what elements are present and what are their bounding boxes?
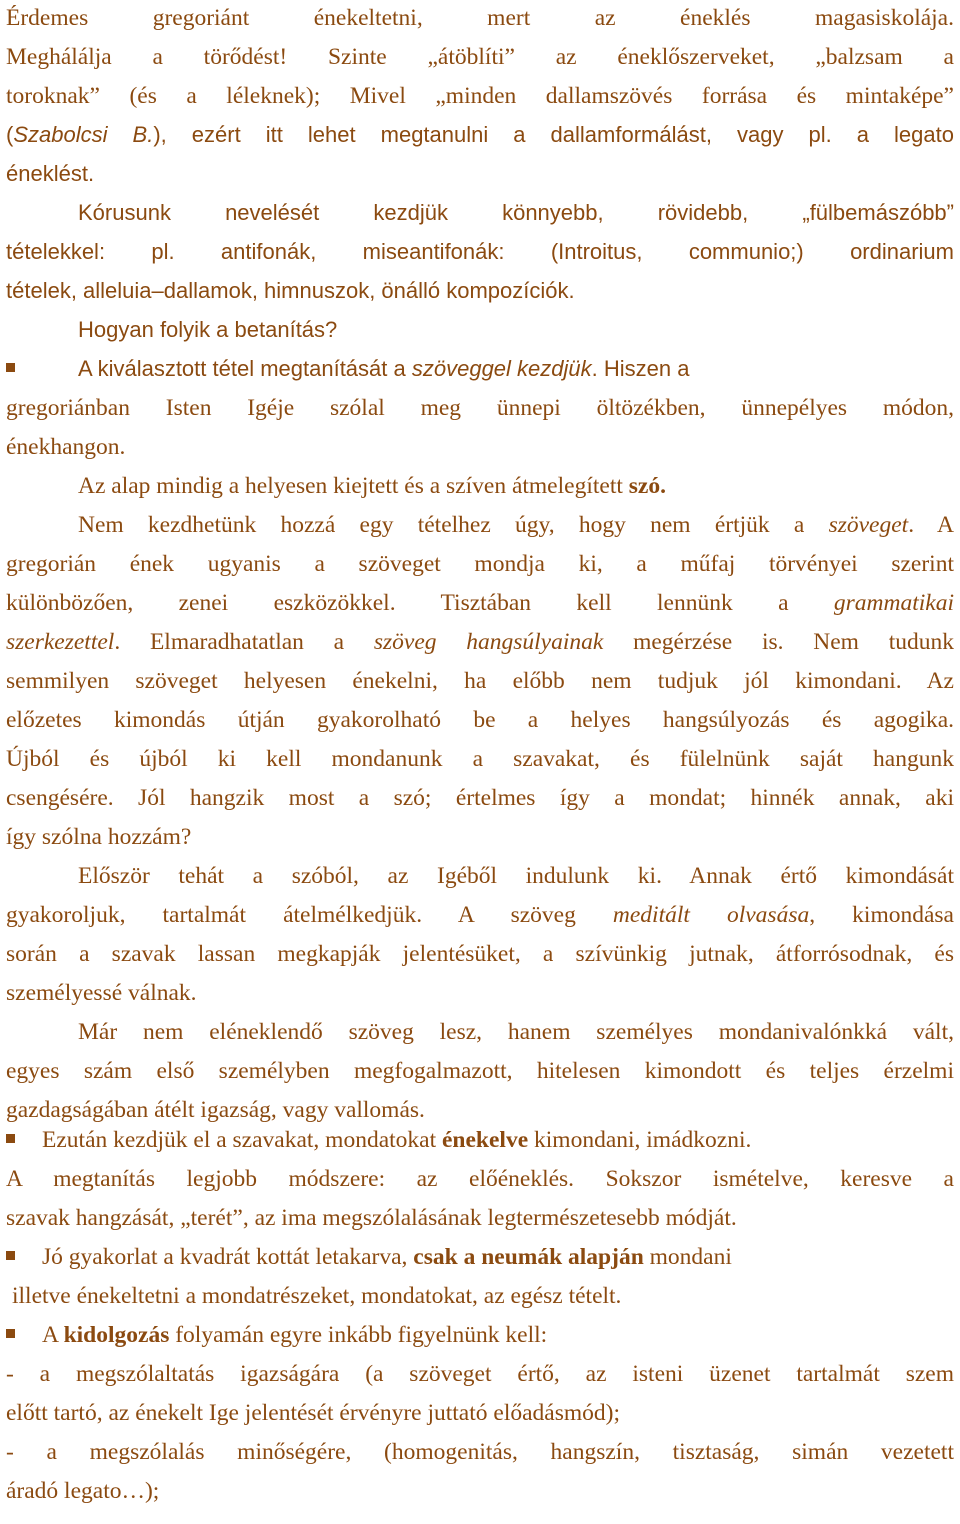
text-line: - a megszólaltatás igazságára (a szöveget értő, az isteni üzenet tartalmát szem bbox=[6, 1361, 954, 1387]
text-span: A kiválasztott tétel megtanítását a bbox=[78, 356, 412, 381]
bullet-square-icon bbox=[6, 1329, 15, 1338]
text-line: Érdemes gregoriánt énekeltetni, mert az éneklés magasiskolája. bbox=[6, 5, 954, 31]
text-line: Már nem eléneklendő szöveg lesz, hanem személyes mondanivalónkká vált, bbox=[78, 1019, 954, 1045]
text-span: , kimondása bbox=[809, 902, 954, 928]
text-span: ( bbox=[6, 122, 14, 147]
text-line: éneklést. bbox=[6, 161, 95, 186]
text-line: gazdagságában átélt igazság, vagy vallomás. bbox=[6, 1097, 425, 1123]
text-line: előzetes kimondás útján gyakorolható be a helyes hangsúlyozás és agogika. bbox=[6, 707, 954, 733]
text-span: megérzése is. Nem tudunk bbox=[603, 629, 954, 655]
text-line bbox=[6, 119, 954, 151]
text-span: . Hiszen a bbox=[591, 356, 690, 381]
emphasis: szöveggel kezdjük bbox=[411, 356, 592, 381]
text-line bbox=[6, 899, 954, 931]
emphasis: kidolgozás bbox=[63, 1322, 170, 1348]
text-line: Meghálálja a törődést! Szinte „átöblíti” az éneklőszerveket, „balzsam a bbox=[6, 44, 954, 70]
text-line: - a megszólalás minőségére, (homogenitás, hangszín, tisztaság, simán vezetett bbox=[6, 1439, 954, 1465]
text-span: kimondani, imádkozni. bbox=[528, 1127, 752, 1153]
bullet-square-icon bbox=[6, 1134, 15, 1143]
text-line: csengésére. Jól hangzik most a szó; értelmes így a mondat; hinnék annak, aki bbox=[6, 785, 954, 811]
emphasis: meditált olvasása bbox=[612, 902, 810, 928]
text-span: Jó gyakorlat a kvadrát kottát letakarva, bbox=[42, 1244, 414, 1270]
text-line: előtt tartó, az énekelt Ige jelentését érvényre juttató előadásmód); bbox=[6, 1400, 620, 1426]
text-line bbox=[78, 470, 954, 502]
text-span: Az alap mindig a helyesen kiejtett és a szíven átmelegített bbox=[78, 473, 629, 499]
text-line: személyessé válnak. bbox=[6, 980, 197, 1006]
text-span: Nem kezdhetünk hozzá egy tételhez úgy, hogy nem értjük a bbox=[78, 512, 829, 538]
text-line: Hogyan folyik a betanítás? bbox=[78, 317, 338, 342]
text-span: folyamán egyre inkább figyelnünk kell: bbox=[169, 1322, 548, 1348]
emphasis: szöveget bbox=[828, 512, 909, 538]
text-span: ), ezért itt lehet megtanulni a dallamformálást, vagy pl. a legato bbox=[153, 122, 954, 147]
citation: Szabolcsi B. bbox=[13, 122, 154, 147]
text-line: tételek, alleluia–dallamok, himnuszok, önálló kompozíciók. bbox=[6, 278, 575, 303]
text-line: Először tehát a szóból, az Igéből indulunk ki. Annak értő kimondását bbox=[78, 863, 954, 889]
text-line: A megtanítás legjobb módszere: az előéneklés. Sokszor ismételve, keresve a bbox=[6, 1166, 954, 1192]
emphasis: szerkezettel bbox=[6, 629, 115, 655]
emphasis: énekelve bbox=[442, 1127, 529, 1153]
text-line: Újból és újból ki kell mondanunk a szavakat, és fülelnünk saját hangunk bbox=[6, 746, 954, 772]
text-line: egyes szám első személyben megfogalmazott, hitelesen kimondott és teljes érzelmi bbox=[6, 1058, 954, 1084]
text-line: tételekkel: pl. antifonák, miseantifonák: (Introitus, communio;) ordinarium bbox=[6, 239, 954, 264]
bullet-square-icon bbox=[6, 1251, 15, 1260]
text-line bbox=[78, 353, 954, 385]
text-span: különbözően, zenei eszközökkel. Tisztában kell lennünk a bbox=[6, 590, 834, 616]
text-line bbox=[42, 1241, 954, 1273]
text-line bbox=[42, 1124, 954, 1156]
text-line: semmilyen szöveget helyesen énekelni, ha előbb nem tudjuk jól kimondani. Az bbox=[6, 668, 954, 694]
text-line bbox=[6, 587, 954, 619]
text-line: így szólna hozzám? bbox=[6, 824, 192, 850]
bullet-square-icon bbox=[6, 363, 15, 372]
text-span: . Elmaradhatatlan a bbox=[114, 629, 374, 655]
emphasis: grammatikai bbox=[833, 590, 954, 616]
text-span: gyakoroljuk, tartalmát átelmélkedjük. A szöveg bbox=[6, 902, 613, 928]
text-line: áradó legato…); bbox=[6, 1478, 160, 1504]
text-line: Kórusunk nevelését kezdjük könnyebb, rövidebb, „fülbemászóbb” bbox=[78, 200, 954, 225]
emphasis: szó. bbox=[628, 473, 666, 499]
text-line: során a szavak lassan megkapják jelentésüket, a szívünkig jutnak, átforrósodnak, és bbox=[6, 941, 954, 967]
text-line: toroknak” (és a léleknek); Mivel „minden dallamszövés forrása és mintaképe” bbox=[6, 83, 954, 109]
text-line bbox=[42, 1319, 954, 1351]
text-line: énekhangon. bbox=[6, 434, 126, 460]
text-line: gregorián ének ugyanis a szöveget mondja ki, a műfaj törvényei szerint bbox=[6, 551, 954, 577]
text-span: . A bbox=[908, 512, 954, 538]
text-line bbox=[78, 509, 954, 541]
text-line: gregoriánban Isten Igéje szólal meg ünnepi öltözékben, ünnepélyes módon, bbox=[6, 395, 954, 421]
text-line: szavak hangzását, „terét”, az ima megszólalásának legtermészetesebb módját. bbox=[6, 1205, 737, 1231]
text-span: mondani bbox=[643, 1244, 732, 1270]
text-span: A bbox=[42, 1322, 64, 1348]
text-span: Ezután kezdjük el a szavakat, mondatokat bbox=[42, 1127, 442, 1153]
emphasis: szöveg hangsúlyainak bbox=[373, 629, 604, 655]
emphasis: csak a neumák alapján bbox=[413, 1244, 644, 1270]
text-line bbox=[6, 626, 954, 658]
text-line: illetve énekeltetni a mondatrészeket, mondatokat, az egész tételt. bbox=[12, 1283, 622, 1309]
